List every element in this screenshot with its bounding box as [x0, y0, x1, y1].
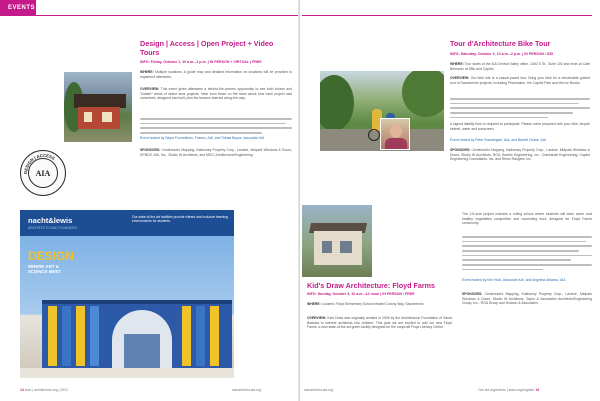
- kids-event-where: WHERE: Located: Floyd Elementary School related Colony Way, Sacramento: [307, 302, 424, 306]
- right-folio: Our aia.org/events | aiacv.org/register 15: [478, 388, 540, 392]
- bike-tour-overview: OVERVIEW: Our bike ride is a casual-paced tour. Bring your bike for a remarkable guided tour of Sacramento projects, including Pharmakon, the Capitol Park and the Ice Blocks.: [450, 76, 590, 85]
- kids-event-col2-body: The 2.5-acre project includes a rolling school where students will learn some cost healthy vegetables competitive and nourishing food, designed for Floyd Farms community.: [462, 212, 592, 226]
- kids-event-info: INFO: Sunday, October 3, 10 a.m.–12 noon | IN PERSON / FREE: [307, 292, 415, 296]
- design-event-text-lines: [140, 118, 292, 137]
- kids-col2-text-lines: [462, 236, 592, 274]
- design-event-credit: Event hosted by Sayre Formeliento, Fossec, AIA, and Tobias Boyce, Associate AIA: [140, 136, 265, 140]
- bike-tour-note: A signed liability form is required to participate. Please come prepared with your bike, bicycle helmet, water and sunscreen.: [450, 122, 590, 131]
- right-header-rule: [302, 15, 592, 16]
- left-folio-url: sacramento.aia.org: [232, 388, 262, 392]
- house-photo: [64, 72, 132, 142]
- right-page: [300, 0, 600, 401]
- design-access-seal-logo: [20, 150, 66, 196]
- section-tag: EVENTS: [0, 0, 36, 16]
- child-portrait-photo: [380, 118, 410, 150]
- seal-ring-icon: [21, 151, 67, 197]
- design-event-title: Design | Access | Open Project + Video Tours: [140, 39, 274, 57]
- left-folio: 14 arch | architecture.org | 2021: [20, 388, 68, 392]
- kids-event-sponsors: SPONSORS: Centennial's Mapping, Kalkomey Property Corp., Laraine, Midpark Windows & Doors, Studio W Architects, Taylor & Associates Architects/Engineering Group, Inc., ROA Group and Hudson & Associates: [462, 292, 592, 306]
- ad-ground: [20, 368, 234, 378]
- ad-logo-subtitle: ARCHITECTS AND PLANNERS: [28, 226, 77, 230]
- svg-text:DESIGN | ACCESS: [23, 153, 56, 174]
- floyd-farms-photo: [302, 205, 372, 277]
- design-event-sponsors: SPONSORS: Centennial's Mapping, Kalkomey Property Corp., Laraine, Midpark Windows & Doors, DPNDS, AIA, Inc., Studio W Architects, and MICC Architecture/Engineering: [140, 148, 292, 157]
- kids-event-overview: OVERVIEW: Kids Draw was originally created in 2006 by the Architectural Foundation of Santa Barbara to interest architects into children. This year we are excited to add our new Floyd Farms, a new state-of-the-art green facility designed for the nonprofit Floyd Literacy Center.: [307, 316, 452, 330]
- bike-tour-where: WHERE: Tour starts at the AIA Central Valley office, 1400 S St., Suite 100 and ends at Café Bernardo at 28th and Capitol.: [450, 62, 591, 71]
- nacht-lewis-advertisement: [20, 210, 234, 378]
- bike-tour-info: INFO: Saturday, October 2, 10 a.m.–2 p.m. | IN PERSON / $35: [450, 52, 553, 56]
- bike-tour-text-lines: [450, 98, 590, 121]
- design-event-overview: OVERVIEW: This event gives attendees a behind-the-scenes opportunity to see both known and "hidden" areas of select area projects. Hear from those on the team about how each project was conceived, designed and built, plus the lessons learned along the way.: [140, 87, 292, 101]
- design-event-info: INFO: Friday, October 1, 10 a.m.–1 p.m. | IN PERSON + VIRTUAL | FREE: [140, 60, 262, 64]
- bike-tour-credit: Event hosted by Peter Swearingen, AIA, and Barrett Chase, AIA: [450, 138, 546, 142]
- ad-header: [20, 210, 234, 236]
- ad-tagline: WHERE ART & SCIENCE MEET: [28, 264, 61, 275]
- ad-logo: nacht&lewis: [28, 216, 73, 225]
- ad-headline: DESIGN: [28, 249, 75, 263]
- ad-quote: Our state-of-the-art facilities provide vibrant and inclusive learning environments for students.: [132, 215, 228, 224]
- seal-center-text: AIA: [28, 158, 58, 188]
- bike-tour-title: Tour d'Architecture Bike Tour: [450, 39, 551, 48]
- kids-event-title: Kid's Draw Architecture: Floyd Farms: [307, 281, 436, 290]
- bike-tour-sponsors: SPONSORS: Centennial's Mapping, Kalkomey Property Corp., Laraine, Midpark Windows & Doors, Studio W Architects, ROA, Bonfire Engineering, Inc., Crankshaft Engineering, Capitol Engineering Consultants, Inc. and Rhino Rangers, Inc.: [450, 148, 590, 162]
- design-event-where: WHERE: Multiple locations. A guide map and detailed information on locations will be provided to registered attendees.: [140, 70, 292, 79]
- seal-ring-text: DESIGN | ACCESS: [22, 152, 56, 175]
- header-rule: [36, 15, 300, 16]
- right-folio-url: sacramento.aia.org: [304, 388, 334, 392]
- kids-event-credit: Event hosted by Kim Hunt, Associate AIA, and Angelina Albarico, AIA: [462, 278, 566, 282]
